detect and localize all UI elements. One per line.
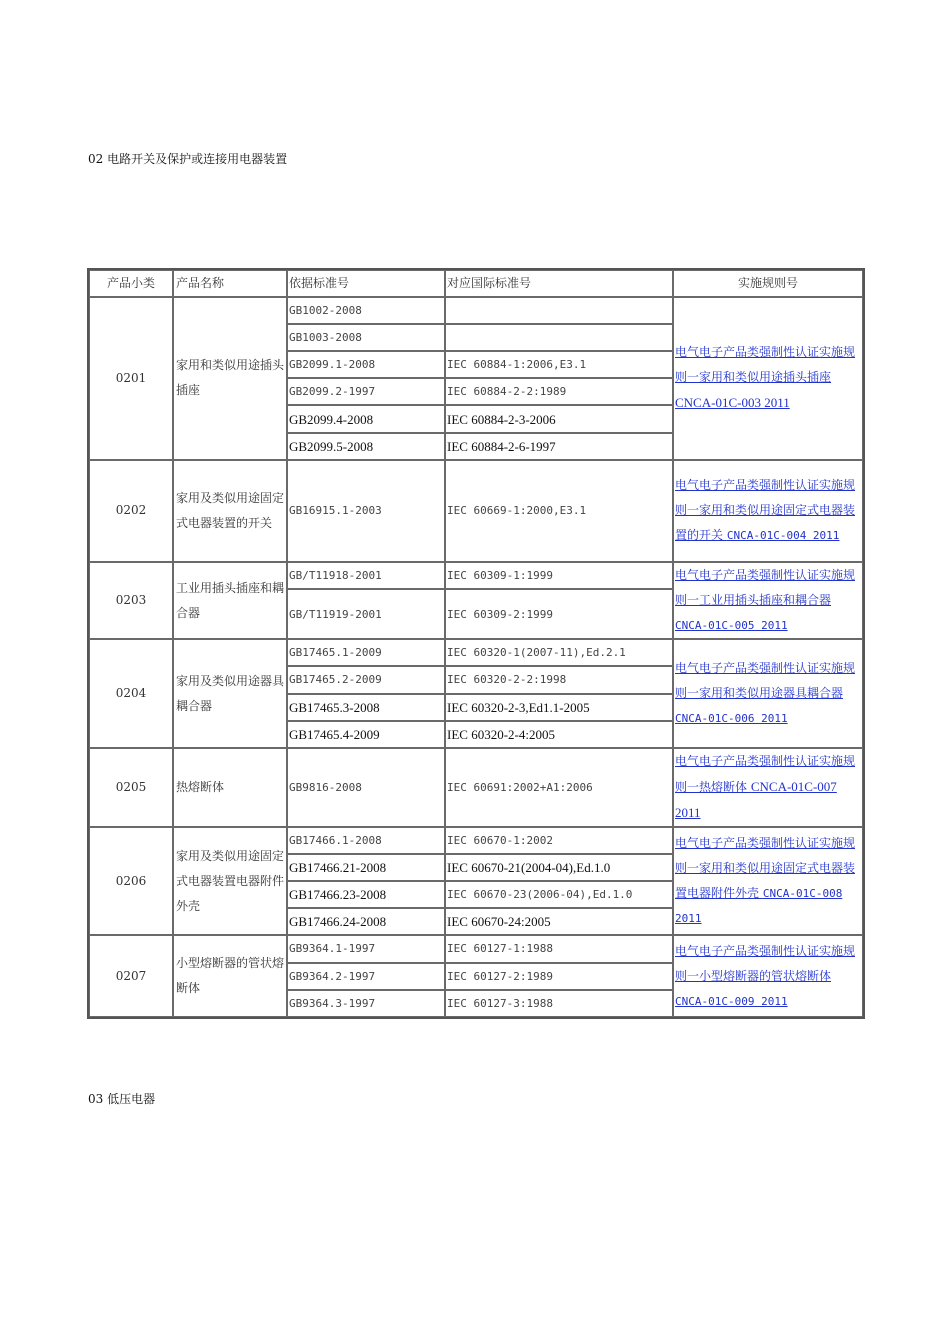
- product-name: 家用及类似用途器具耦合器: [173, 639, 287, 747]
- category-code: 0204: [89, 639, 173, 747]
- rule-cell: [673, 748, 863, 827]
- standard-cell: GB17465.4-2009: [287, 721, 445, 748]
- category-code: 0206: [89, 827, 173, 935]
- product-name: 小型熔断器的管状熔断体: [173, 935, 287, 1017]
- product-name: 家用及类似用途固定式电器装置电器附件外壳: [173, 827, 287, 935]
- header-rule: 实施规则号: [673, 270, 863, 297]
- category-code: 0203: [89, 562, 173, 639]
- standard-cell: GB1003-2008: [287, 324, 445, 351]
- product-name: 工业用插头插座和耦合器: [173, 562, 287, 639]
- intl-standard-cell: IEC 60670-21(2004-04),Ed.1.0: [445, 854, 673, 881]
- rule-link[interactable]: 电气电子产品类强制性认证实施规则一热熔断体 CNCA-01C-007 2011: [675, 753, 856, 820]
- intl-standard-cell: IEC 60884-1:2006,E3.1: [445, 351, 673, 378]
- intl-standard-cell: IEC 60320-1(2007-11),Ed.2.1: [445, 639, 673, 666]
- standard-cell: GB2099.4-2008: [287, 405, 445, 432]
- standard-cell: GB16915.1-2003: [287, 460, 445, 562]
- table-row: [89, 748, 863, 827]
- category-code: 0201: [89, 297, 173, 460]
- standard-cell: GB17465.2-2009: [287, 666, 445, 693]
- standard-cell: GB2099.2-1997: [287, 378, 445, 405]
- section-heading-02: 02 电路开关及保护或连接用电器装置: [88, 152, 288, 166]
- rule-link[interactable]: 电气电子产品类强制性认证实施规则一小型熔断器的管状熔断体 CNCA-01C-009 2011: [675, 943, 856, 1008]
- rule-cell: [673, 297, 863, 460]
- category-code: 0202: [89, 460, 173, 562]
- intl-standard-cell: IEC 60884-2-2:1989: [445, 378, 673, 405]
- intl-standard-cell: IEC 60670-1:2002: [445, 827, 673, 854]
- intl-standard-cell: IEC 60320-2-3,Ed1.1-2005: [445, 694, 673, 721]
- header-product-name: 产品名称: [173, 270, 287, 297]
- standard-cell: GB2099.5-2008: [287, 433, 445, 460]
- table-row: [89, 460, 863, 562]
- standard-cell: GB17466.1-2008: [287, 827, 445, 854]
- category-code: 0207: [89, 935, 173, 1017]
- rule-cell: [673, 827, 863, 935]
- standard-cell: GB17466.24-2008: [287, 908, 445, 935]
- intl-standard-cell: IEC 60884-2-6-1997: [445, 433, 673, 460]
- standard-cell: GB17466.21-2008: [287, 854, 445, 881]
- table-header-row: [89, 270, 863, 297]
- standard-cell: GB9364.3-1997: [287, 990, 445, 1017]
- table-row: [89, 562, 863, 589]
- intl-standard-cell: [445, 324, 673, 351]
- header-category: 产品小类: [89, 270, 173, 297]
- intl-standard-cell: IEC 60669-1:2000,E3.1: [445, 460, 673, 562]
- intl-standard-cell: IEC 60670-23(2006-04),Ed.1.0: [445, 881, 673, 908]
- product-name: 热熔断体: [173, 748, 287, 827]
- intl-standard-cell: IEC 60320-2-2:1998: [445, 666, 673, 693]
- intl-standard-cell: IEC 60127-1:1988: [445, 935, 673, 962]
- product-name: 家用及类似用途固定式电器装置的开关: [173, 460, 287, 562]
- header-intl-standard: 对应国际标准号: [445, 270, 673, 297]
- intl-standard-cell: IEC 60127-3:1988: [445, 990, 673, 1017]
- intl-standard-cell: IEC 60670-24:2005: [445, 908, 673, 935]
- intl-standard-cell: IEC 60691:2002+A1:2006: [445, 748, 673, 827]
- standard-cell: GB9364.2-1997: [287, 963, 445, 990]
- section-heading-03: 03 低压电器: [88, 1092, 156, 1106]
- header-standard: 依据标准号: [287, 270, 445, 297]
- rule-cell: [673, 562, 863, 639]
- standard-cell: GB/T11919-2001: [287, 589, 445, 639]
- rule-cell: [673, 935, 863, 1017]
- standard-cell: GB17465.3-2008: [287, 694, 445, 721]
- rule-cell: [673, 639, 863, 747]
- rule-link[interactable]: 电气电子产品类强制性认证实施规则一家用和类似用途器具耦合器 CNCA-01C-006 2011: [675, 661, 856, 726]
- standard-cell: GB2099.1-2008: [287, 351, 445, 378]
- rule-link[interactable]: 电气电子产品类强制性认证实施规则一家用和类似用途固定式电器装置的开关 CNCA-01C-004 2011: [675, 478, 856, 543]
- rule-cell: [673, 460, 863, 562]
- intl-standard-cell: [445, 297, 673, 324]
- standard-cell: GB9816-2008: [287, 748, 445, 827]
- table-row: [89, 935, 863, 962]
- ccc-standards-table: [87, 268, 865, 1019]
- standard-cell: GB17466.23-2008: [287, 881, 445, 908]
- table-row: [89, 827, 863, 854]
- table-row: [89, 297, 863, 324]
- standard-cell: GB17465.1-2009: [287, 639, 445, 666]
- product-name: 家用和类似用途插头插座: [173, 297, 287, 460]
- rule-link[interactable]: 电气电子产品类强制性认证实施规则一家用和类似用途插头插座 CNCA-01C-003 2011: [675, 345, 856, 411]
- category-code: 0205: [89, 748, 173, 827]
- standard-cell: GB9364.1-1997: [287, 935, 445, 962]
- rule-link[interactable]: 电气电子产品类强制性认证实施规则一家用和类似用途固定式电器装置电器附件外壳 CNCA-01C-008 2011: [675, 836, 856, 926]
- standard-cell: GB/T11918-2001: [287, 562, 445, 589]
- intl-standard-cell: IEC 60309-2:1999: [445, 589, 673, 639]
- intl-standard-cell: IEC 60309-1:1999: [445, 562, 673, 589]
- rule-link[interactable]: 电气电子产品类强制性认证实施规则一工业用插头插座和耦合器 CNCA-01C-005 2011: [675, 568, 856, 633]
- intl-standard-cell: IEC 60127-2:1989: [445, 963, 673, 990]
- intl-standard-cell: IEC 60320-2-4:2005: [445, 721, 673, 748]
- intl-standard-cell: IEC 60884-2-3-2006: [445, 405, 673, 432]
- standard-cell: GB1002-2008: [287, 297, 445, 324]
- table-row: [89, 639, 863, 666]
